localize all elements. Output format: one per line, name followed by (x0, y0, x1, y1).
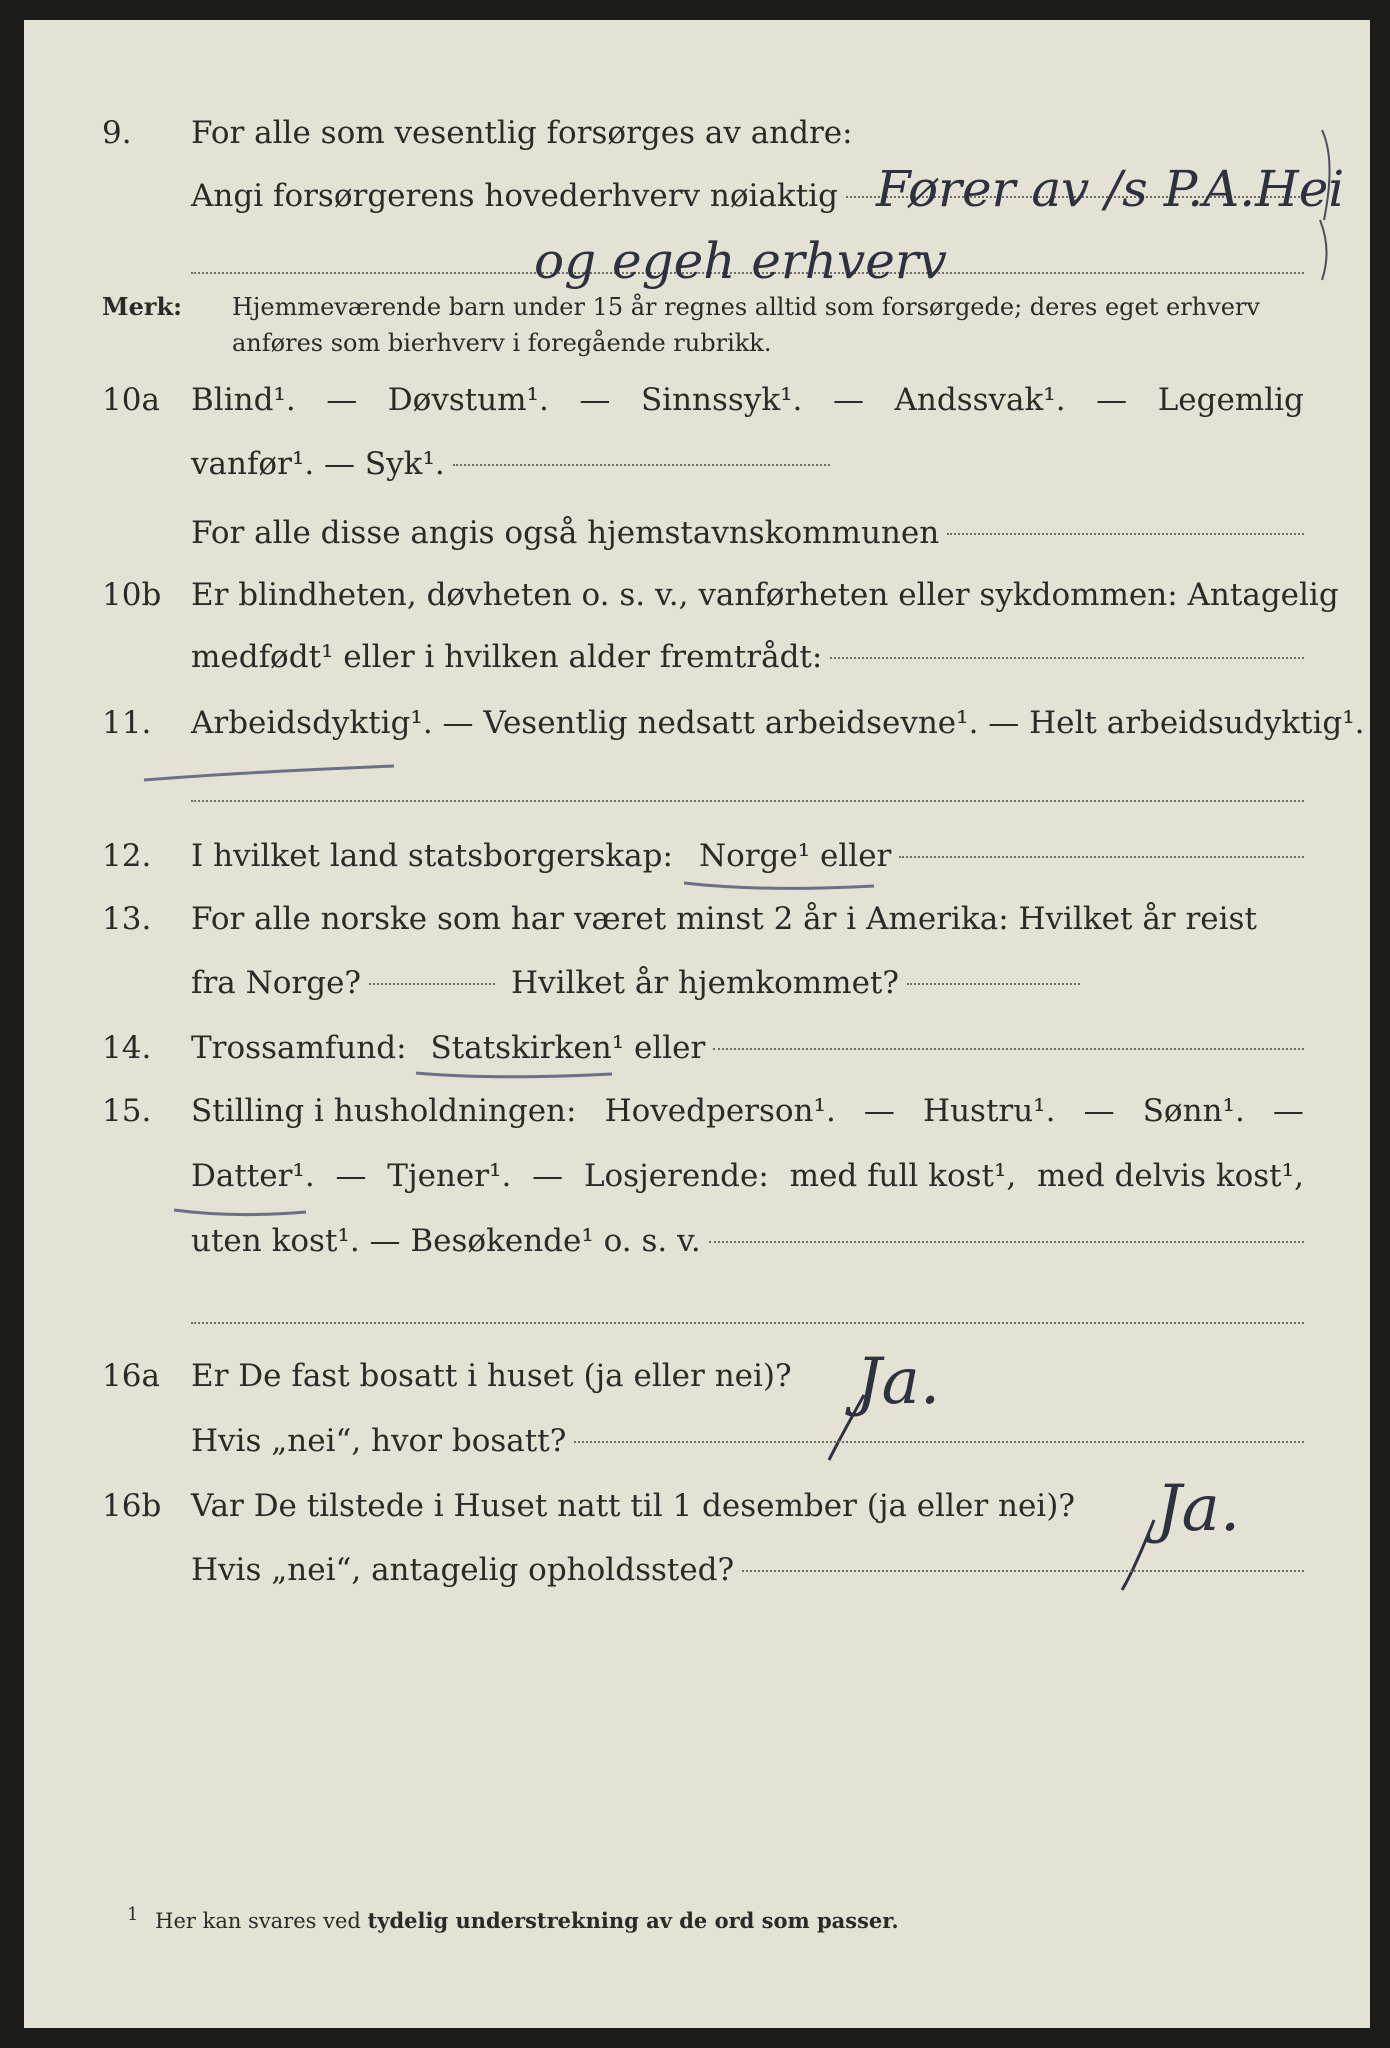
q12-number: 12. (102, 838, 152, 874)
q16a-handwritten-answer: Ja. (856, 1345, 941, 1419)
q13-left-line (369, 983, 495, 985)
q15-row-1 (24, 1088, 1370, 1134)
q12-answer: Norge¹ eller (698, 838, 892, 874)
q10a-row-2 (24, 441, 1370, 487)
q9-handwritten-answer-1: Fører av /s P.A.Hei (876, 160, 1345, 218)
q13-row-2 (24, 960, 1370, 1006)
q15-item: Losjerende: (583, 1158, 769, 1194)
q15-item: — (532, 1158, 564, 1194)
q16b-answer-line (742, 1570, 1304, 1572)
q11-number: 11. (102, 705, 152, 741)
q16a-row-1 (24, 1353, 1370, 1399)
q15-item: — (863, 1093, 895, 1129)
q12-label: I hvilket land statsborgerskap: (191, 838, 673, 874)
q15-item: Tjener¹. (387, 1158, 512, 1194)
q11-answer-line (191, 800, 1304, 802)
q10a-item: — (579, 382, 611, 418)
q15-label-3: uten kost¹. — Besøkende¹ o. s. v. (191, 1223, 701, 1259)
q11-label: Arbeidsdyktig¹. — Vesentlig nedsatt arbeidsevne¹. — Helt arbeidsudyktig¹. (191, 705, 1365, 741)
q10a-home-line (947, 533, 1304, 535)
q15-extra-line (191, 1322, 1304, 1324)
q15-answer-line (709, 1241, 1304, 1243)
q10b-answer-line (830, 657, 1304, 659)
q16a-label-1: Er De fast bosatt i huset (ja eller nei)? (191, 1358, 792, 1394)
q10b-row-1 (24, 572, 1370, 618)
q16a-answer-line (574, 1441, 1304, 1443)
merk-label: Merk: (102, 292, 182, 321)
q10a-item: — (326, 382, 358, 418)
q16a-label-2: Hvis „nei“, hvor bosatt? (191, 1423, 567, 1459)
q16b-handwritten-answer: Ja. (1156, 1472, 1241, 1546)
q9-number: 9. (102, 115, 132, 151)
q9-handwritten-answer-2: og egeh erhverv (534, 232, 947, 290)
q13-label-2a: fra Norge? (191, 965, 362, 1001)
merk-text-2: anføres som bierhverv i foregående rubrikk. (232, 329, 772, 357)
q16b-label-2: Hvis „nei“, antagelig opholdssted? (191, 1552, 735, 1588)
q10a-label-2: vanfør¹. — Syk¹. (191, 446, 445, 482)
q10b-row-2 (24, 634, 1370, 680)
q15-item: Hovedperson¹. (604, 1093, 836, 1129)
q10a-item: — (1096, 382, 1128, 418)
q10a-label-3: For alle disse angis også hjemstavnskommunen (191, 515, 940, 551)
q16b-label-1: Var De tilstede i Huset natt til 1 desember (ja eller nei)? (191, 1488, 1075, 1524)
q14-label: Trossamfund: (191, 1030, 407, 1066)
q10a-item: Sinnssyk¹. (640, 382, 803, 418)
q15-item: — (1272, 1093, 1304, 1129)
q15-item: Datter¹. (191, 1158, 315, 1194)
q10b-number: 10b (102, 577, 162, 613)
q16b-row-2 (24, 1547, 1370, 1593)
q10a-row-1 (24, 377, 1370, 423)
footnote-bold-text: tydelig understrekning av de ord som passer. (367, 1908, 899, 1933)
q13-row-1 (24, 896, 1370, 942)
q13-number: 13. (102, 901, 152, 937)
q12-row (24, 833, 1370, 879)
q15-number: 15. (102, 1093, 152, 1129)
q14-answer: Statskirken¹ eller (430, 1030, 706, 1066)
q10a-item: Døvstum¹. (387, 382, 549, 418)
q9-label-1: For alle som vesentlig forsørges av andre: (191, 115, 853, 151)
q11-row-1 (24, 700, 1370, 746)
q10a-item: — (832, 382, 864, 418)
q10a-answer-line (453, 464, 830, 466)
q16b-number: 16b (102, 1488, 162, 1524)
q15-item: Stilling i husholdningen: (191, 1093, 577, 1129)
merk-text-1: Hjemmeværende barn under 15 år regnes alltid som forsørgede; deres eget erhverv (232, 293, 1260, 321)
q14-answer-line (713, 1048, 1304, 1050)
q15-item: Hustru¹. (923, 1093, 1056, 1129)
q15-item: Sønn¹. (1142, 1093, 1245, 1129)
q15-item: — (1083, 1093, 1115, 1129)
q13-return-line (907, 983, 1080, 985)
q15-item: med full kost¹, (789, 1158, 1017, 1194)
q10a-item: Andssvak¹. (894, 382, 1066, 418)
q16a-number: 16a (102, 1358, 160, 1394)
q9-row-1 (24, 110, 1370, 156)
q15-item: med delvis kost¹, (1037, 1158, 1304, 1194)
footnote-mark: 1 (127, 1904, 139, 1925)
q10a-item: Blind¹. (191, 382, 296, 418)
q10b-label-2: medfødt¹ eller i hvilken alder fremtrådt: (191, 639, 823, 675)
q10a-item: Legemlig (1157, 382, 1304, 418)
q16a-row-2 (24, 1418, 1370, 1464)
q15-row-3 (24, 1218, 1370, 1264)
q13-label-1: For alle norske som har været minst 2 år i Amerika: Hvilket år reist (191, 901, 1257, 937)
census-form-page (24, 20, 1370, 2028)
q15-item: — (335, 1158, 367, 1194)
q14-row (24, 1025, 1370, 1071)
q15-row-2 (24, 1153, 1370, 1199)
q9-label-2: Angi forsørgerens hovederhverv nøiaktig (191, 178, 838, 214)
q10a-number: 10a (102, 382, 160, 418)
q14-number: 14. (102, 1030, 152, 1066)
footnote (127, 1904, 899, 1933)
q12-answer-line (899, 856, 1304, 858)
footnote-text: Her kan svares ved (155, 1909, 361, 1933)
q13-label-2b: Hvilket år hjemkommet? (511, 965, 900, 1001)
q10a-row-3 (24, 510, 1370, 556)
q10b-label-1: Er blindheten, døvheten o. s. v., vanførheten eller sykdommen: Antagelig (191, 577, 1339, 613)
